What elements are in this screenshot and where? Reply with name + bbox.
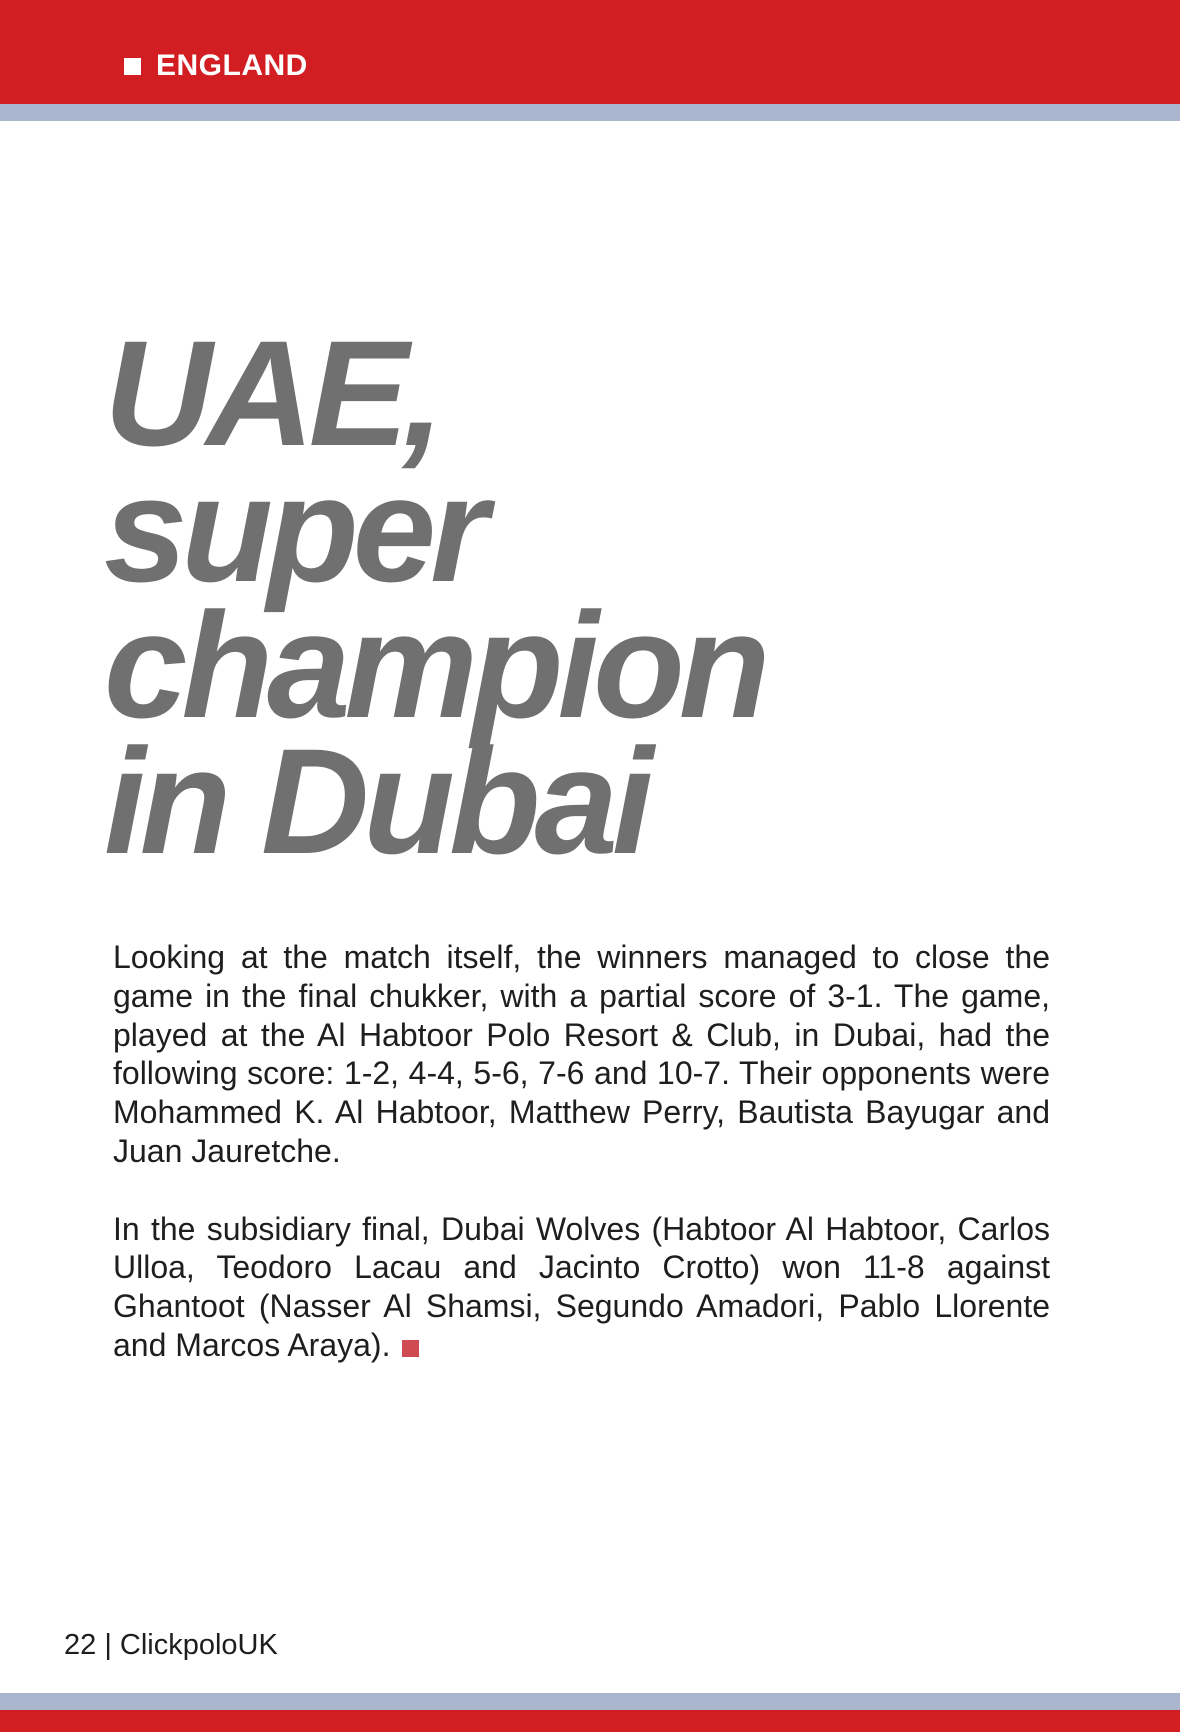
paragraph-text: In the subsidiary final, Dubai Wolves (Habtoor Al Habtoor, Carlos Ulloa, Teodoro Lacau and Jacinto Crotto) won 11-8 against Ghantoot (Nasser Al Shamsi, Segundo Amadori, Pablo Llorente and Marcos Araya).: [113, 1210, 1050, 1363]
paragraph: [113, 938, 1050, 1171]
headline-line: champion: [104, 581, 765, 749]
footer-stripe: [0, 1693, 1180, 1710]
page-folio: 22 | ClickpoloUK: [64, 1629, 278, 1661]
headline-line: in Dubai: [104, 717, 648, 885]
section-marker-icon: [124, 58, 141, 75]
footer-bar: [0, 1710, 1180, 1732]
headline-line: super: [104, 445, 483, 613]
paragraph-text: Looking at the match itself, the winners managed to close the game in the final chukker, with a partial score of 3-1. The game, played at the Al Habtoor Polo Resort & Club, in Dubai, had the following score: 1-2, 4-4, 5-6, 7-6 and 10-7. Their opponents were Mohammed K. Al Habtoor, Matthew Perry, Bautista Bayugar and Juan Jauretche.: [113, 939, 1050, 1169]
headline-line: UAE,: [104, 309, 439, 477]
header-stripe: [0, 104, 1180, 121]
paragraph: [113, 1210, 1050, 1365]
article-body: [113, 938, 1050, 1404]
section-label: ENGLAND: [156, 49, 308, 82]
end-mark-icon: [402, 1340, 419, 1357]
headline: [104, 309, 1004, 885]
